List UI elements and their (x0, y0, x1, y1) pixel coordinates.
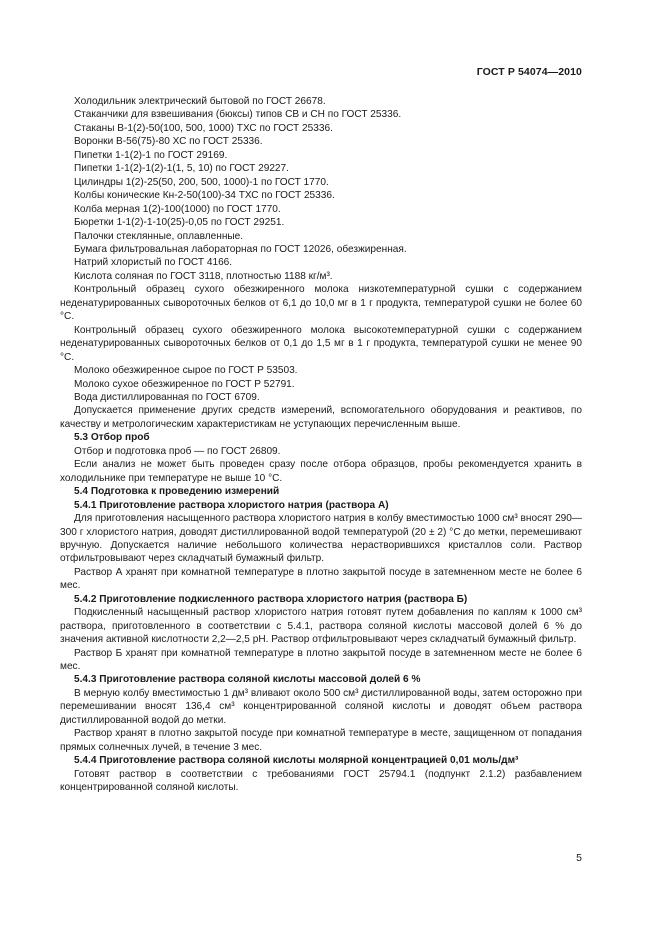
paragraph: Контрольный образец сухого обезжиренного молока низкотемпературной сушки с содержанием неденатурированных сывороточных белков от 6,1 до 10,0 мг в 1 г продукта, температурой сушки не более 60 °С. (60, 284, 582, 323)
paragraph: Молоко обезжиренное сырое по ГОСТ Р 53503. (74, 365, 298, 377)
paragraph: Холодильник электрический бытовой по ГОСТ 26678. (74, 96, 326, 107)
paragraph: Бумага фильтровальная лабораторная по ГОСТ 12026, обезжиренная. (74, 243, 407, 255)
paragraph: Допускается применение других средств измерений, вспомогательного оборудования и реактивов, по качеству и метрологическим характеристикам не уступающих перечисленным выше. (60, 405, 582, 430)
paragraph: Для приготовления насыщенного раствора хлористого натрия в колбу вместимостью 1000 см³ вносят 290—300 г хлористого натрия, доводят дистиллированной водой температурой (20 ± 2) °С до метки, перемешивают вручную. Допускается наличие небольшого количества нерастворившихся кристаллов соли. Раствор отфильтровывают через складчатый бумажный фильтр. (60, 513, 582, 565)
paragraph: Готовят раствор в соответствии с требованиями ГОСТ 25794.1 (подпункт 2.1.2) разбавлением концентрированной соляной кислоты. (60, 768, 582, 794)
document-header: ГОСТ Р 54074—2010 (476, 66, 582, 78)
page-body (60, 95, 582, 795)
paragraph: Раствор хранят в плотно закрытой посуде при комнатной температуре в месте, защищенном от попадания прямых солнечных лучей, в течение 3 мес. (60, 728, 582, 753)
paragraph: Воронки В-56(75)-80 ХС по ГОСТ 25336. (74, 136, 263, 148)
paragraph: Цилиндры 1(2)-25(50, 200, 500, 1000)-1 по ГОСТ 1770. (74, 176, 329, 188)
paragraph: Колба мерная 1(2)-100(1000) по ГОСТ 1770. (74, 203, 281, 215)
paragraph: Контрольный образец сухого обезжиренного молока высокотемпературной сушки с содержанием неденатурированных сывороточных белков от 0,1 до 1,5 мг в 1 г продукта, температурой сушки не менее 90 °С. (60, 324, 582, 363)
paragraph: Раствор Б хранят при комнатной температуре в плотно закрытой посуде в затемненном месте не более 6 мес. (60, 647, 582, 673)
paragraph: Отбор и подготовка проб — по ГОСТ 26809. (74, 445, 281, 457)
section-heading: 5.4 Подготовка к проведению измерений (74, 486, 280, 498)
paragraph: Подкисленный насыщенный раствор хлористого натрия готовят путем добавления по каплям к 1000 см³ раствора, приготовленного в соответствии с 5.4.1, раствора соляной кислоты массовой долей 6 % до значения активной кислотности 2,2—2,5 pH. Раствор отфильтровывают через складчатый бумажный фильтр. (60, 607, 582, 646)
subsection-heading: 5.4.1 Приготовление раствора хлористого натрия (раствора А) (74, 499, 389, 511)
paragraph: Раствор А хранят при комнатной температуре в плотно закрытой посуде в затемненном месте не более 6 мес. (60, 566, 582, 592)
subsection-heading: 5.4.3 Приготовление раствора соляной кислоты массовой долей 6 % (74, 674, 421, 686)
paragraph: В мерную колбу вместимостью 1 дм³ вливают около 500 см³ дистиллированной воды, затем осторожно при перемешивании вносят 136,4 см³ концентрированной соляной кислоты и доводят объем раствора дистиллированной водой до метки. (60, 687, 582, 726)
subsection-heading: 5.4.4 Приготовление раствора соляной кислоты молярной концентрацией 0,01 моль/дм³ (74, 755, 519, 767)
paragraph: Стаканчики для взвешивания (бюксы) типов СВ и СН по ГОСТ 25336. (74, 109, 402, 121)
subsection-heading: 5.4.2 Приготовление подкисленного раствора хлористого натрия (раствора Б) (74, 593, 468, 605)
paragraph: Пипетки 1-1(2)-1(2)-1(1, 5, 10) по ГОСТ 29227. (74, 163, 289, 175)
section-heading: 5.3 Отбор проб (74, 432, 150, 444)
paragraph: Если анализ не может быть проведен сразу после отбора образцов, пробы рекомендуется хранить в холодильнике при температуре не выше 10 °С. (60, 459, 582, 484)
paragraph: Бюретки 1-1(2)-1-10(25)-0,05 по ГОСТ 29251. (74, 217, 285, 229)
paragraph: Колбы конические Кн-2-50(100)-34 ТХС по ГОСТ 25336. (74, 190, 335, 202)
paragraph: Палочки стеклянные, оплавленные. (74, 230, 244, 242)
paragraph: Молоко сухое обезжиренное по ГОСТ Р 52791. (74, 378, 295, 390)
paragraph: Стаканы В-1(2)-50(100, 500, 1000) ТХС по ГОСТ 25336. (74, 122, 333, 134)
paragraph: Кислота соляная по ГОСТ 3118, плотностью 1188 кг/м³. (74, 270, 333, 282)
paragraph: Вода дистиллированная по ГОСТ 6709. (74, 391, 260, 403)
page-number: 5 (576, 852, 582, 864)
paragraph: Пипетки 1-1(2)-1 по ГОСТ 29169. (74, 149, 228, 161)
paragraph: Натрий хлористый по ГОСТ 4166. (74, 257, 233, 269)
